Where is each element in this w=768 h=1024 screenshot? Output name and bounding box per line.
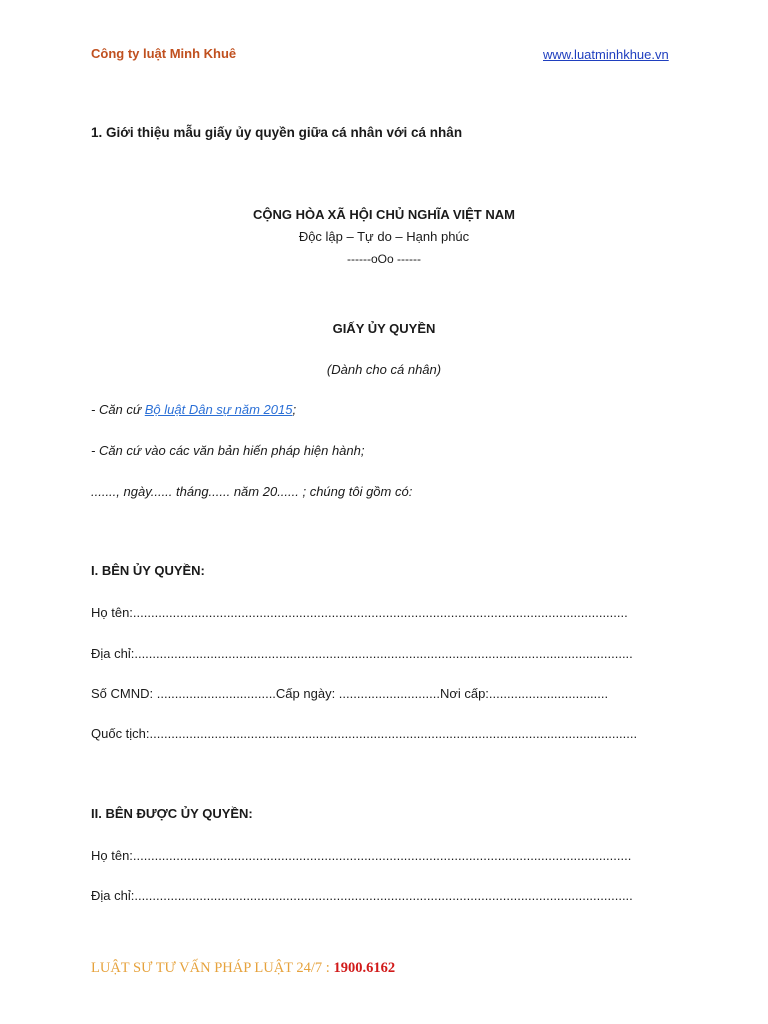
- national-title: CỘNG HÒA XÃ HỘI CHỦ NGHĨA VIỆT NAM: [253, 207, 515, 222]
- footer-hotline: [91, 960, 395, 977]
- basis-suffix: ;: [292, 402, 297, 417]
- principal-id-number: Số CMND: .................................: [91, 686, 276, 701]
- footer-label: LUẬT SƯ TƯ VẤN PHÁP LUẬT 24/7 :: [91, 960, 334, 976]
- basis-line-constitution: - Căn cứ vào các văn bản hiến pháp hiện hành;: [91, 443, 365, 458]
- document-title: GIẤY ỦY QUYỀN: [332, 321, 436, 336]
- civil-code-link[interactable]: Bộ luật Dân sự năm 2015: [144, 402, 293, 417]
- document-subtitle: (Dành cho cá nhân): [326, 362, 442, 377]
- footer-phone[interactable]: 1900.6162: [333, 960, 396, 976]
- principal-nationality-field: Quốc tịch:.......................................................................................................................................: [91, 726, 638, 741]
- principal-issue-date: Cấp ngày: ............................: [275, 686, 440, 701]
- principal-address-field: Địa chỉ:..........................................................................................................................................: [91, 646, 633, 661]
- agent-name-field: Họ tên:..........................................................................................................................................: [91, 848, 632, 863]
- intro-heading: 1. Giới thiệu mẫu giấy ủy quyền giữa cá nhân với cá nhân: [91, 125, 463, 140]
- section-agent-heading: II. BÊN ĐƯỢC ỦY QUYỀN:: [91, 806, 253, 821]
- section-principal-heading: I. BÊN ỦY QUYỀN:: [91, 563, 205, 578]
- website-link[interactable]: www.luatminhkhue.vn: [543, 47, 669, 62]
- basis-line-civil-code: [91, 402, 296, 417]
- company-name: Công ty luật Minh Khuê: [91, 46, 237, 61]
- principal-issue-place: Nơi cấp:.................................: [439, 686, 609, 701]
- ornament-divider: ------oOo ------: [347, 252, 421, 266]
- basis-prefix: - Căn cứ: [91, 402, 145, 417]
- national-motto: Độc lập – Tự do – Hạnh phúc: [298, 229, 470, 244]
- date-line: ......., ngày...... tháng...... năm 20...... ; chúng tôi gồm có:: [91, 484, 413, 499]
- principal-name-field: Họ tên:.........................................................................................................................................: [91, 605, 628, 620]
- principal-id-row: [91, 686, 608, 701]
- agent-address-field: Địa chỉ:..........................................................................................................................................: [91, 888, 633, 903]
